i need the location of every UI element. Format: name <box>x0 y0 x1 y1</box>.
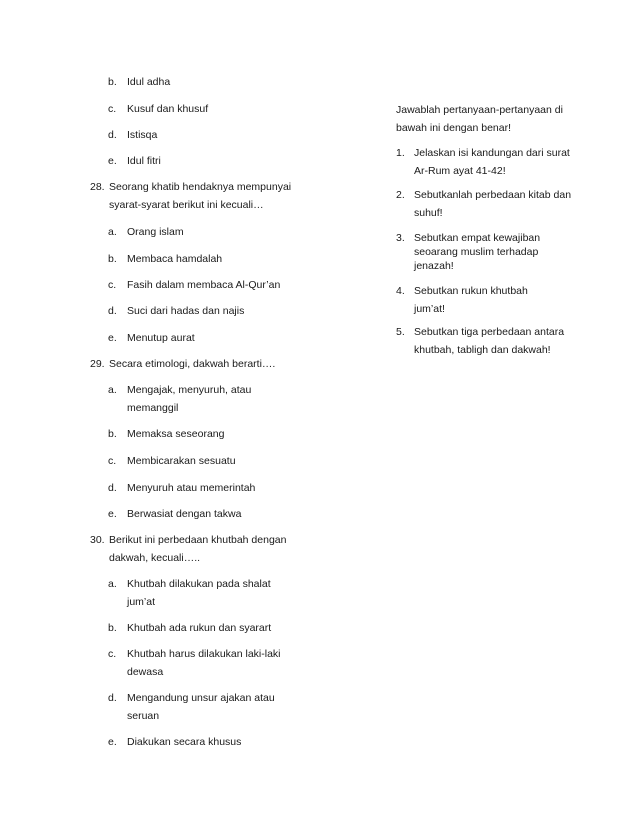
essay-text: Jelaskan isi kandungan dari surat Ar-Rum ayat 41-42! <box>414 147 570 177</box>
option-text: Khutbah harus dilakukan laki-laki dewasa <box>127 648 281 678</box>
question-text: Seorang khatib hendaknya mempunyai syarat-syarat berikut ini kecuali… <box>109 181 292 211</box>
essay-instructions: Jawablah pertanyaan-pertanyaan di bawah ini dengan benar! <box>396 104 563 134</box>
option-letter: b. <box>108 253 117 265</box>
option-text: Suci dari hadas dan najis <box>127 305 245 317</box>
option-text: Fasih dalam membaca Al-Qur’an <box>127 279 281 291</box>
option-letter: d. <box>108 305 117 317</box>
essay-text: Sebutkan rukun khutbah jum’at! <box>414 285 528 315</box>
option-text: Berwasiat dengan takwa <box>127 508 242 520</box>
option-text: Menutup aurat <box>127 332 195 344</box>
option-text: Kusuf dan khusuf <box>127 103 209 115</box>
option-letter: e. <box>108 332 117 344</box>
option-text: Membicarakan sesuatu <box>127 455 236 467</box>
option-text: Khutbah ada rukun dan syarart <box>127 622 272 634</box>
option-letter: a. <box>108 578 117 590</box>
option-text: Idul fitri <box>127 155 161 167</box>
option-text: Mengandung unsur ajakan atau seruan <box>127 692 275 722</box>
option-letter: b. <box>108 622 117 634</box>
option-text: Mengajak, menyuruh, atau memanggil <box>127 384 252 414</box>
option-letter: e. <box>108 736 117 748</box>
option-text: Membaca hamdalah <box>127 253 223 265</box>
question-text: Secara etimologi, dakwah berarti…. <box>109 358 276 370</box>
essay-number: 4. <box>396 285 405 297</box>
option-text: Diakukan secara khusus <box>127 736 242 748</box>
option-text: Istisqa <box>127 129 158 141</box>
option-text: Khutbah dilakukan pada shalat jum’at <box>127 578 271 608</box>
question-number: 30. <box>90 534 105 546</box>
option-text: Idul adha <box>127 76 171 88</box>
question-text: Berikut ini perbedaan khutbah dengan dakwah, kecuali….. <box>109 534 287 564</box>
option-letter: d. <box>108 129 117 141</box>
essay-text: Sebutkanlah perbedaan kitab dan suhuf! <box>414 189 572 219</box>
question-number: 28. <box>90 181 105 193</box>
essay-text: Sebutkan tiga perbedaan antara khutbah, tabligh dan dakwah! <box>414 326 565 356</box>
option-letter: c. <box>108 279 117 291</box>
option-text: Orang islam <box>127 226 184 238</box>
option-letter: e. <box>108 508 117 520</box>
option-letter: a. <box>108 384 117 396</box>
option-letter: d. <box>108 482 117 494</box>
option-letter: b. <box>108 76 117 88</box>
question-number: 29. <box>90 358 105 370</box>
option-letter: b. <box>108 428 117 440</box>
essay-number: 5. <box>396 326 405 338</box>
option-letter: c. <box>108 455 117 467</box>
option-text: Menyuruh atau memerintah <box>127 482 256 494</box>
option-letter: a. <box>108 226 117 238</box>
essay-number: 2. <box>396 189 405 201</box>
essay-text: Sebutkan empat kewajiban seoarang muslim terhadap jenazah! <box>414 232 541 272</box>
option-letter: c. <box>108 648 117 660</box>
option-text: Memaksa seseorang <box>127 428 225 440</box>
option-letter: d. <box>108 692 117 704</box>
option-letter: c. <box>108 103 117 115</box>
essay-number: 1. <box>396 147 405 159</box>
essay-number: 3. <box>396 232 405 244</box>
option-letter: e. <box>108 155 117 167</box>
